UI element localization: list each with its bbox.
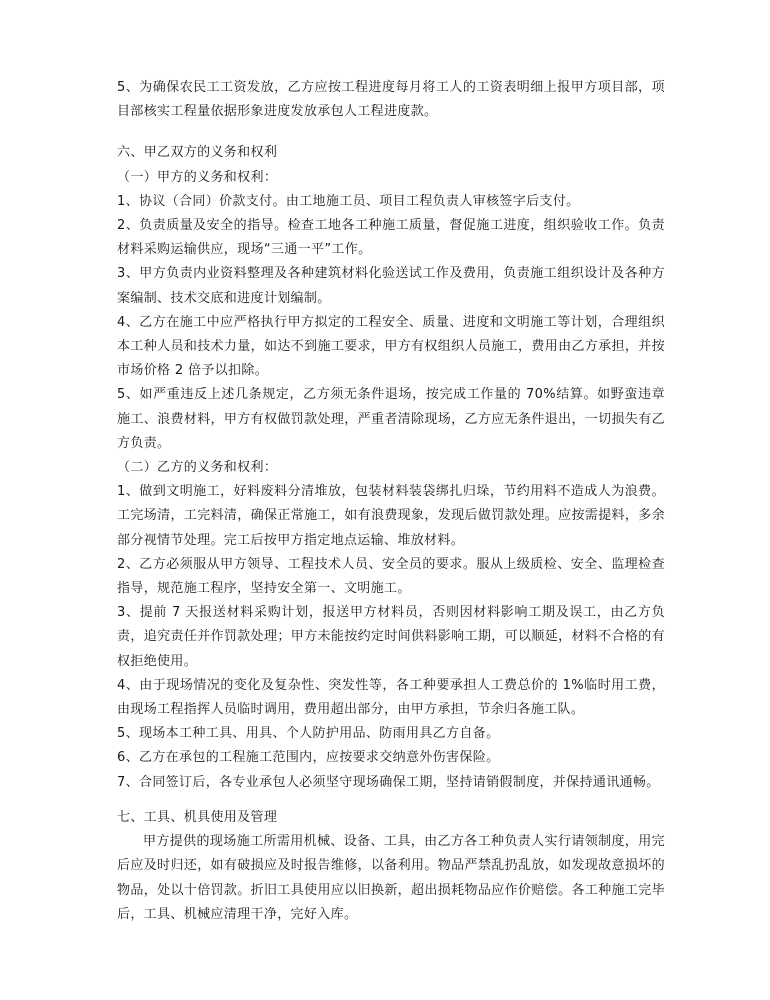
party-b-clause-4: 4、由于现场情况的变化及复杂性、突发性等，各工种要承担人工费总价的 1%临时用工费，由现场工程指挥人员临时调用，费用超出部分，由甲方承担，节余归各施工队。 xyxy=(117,677,665,718)
party-b-clause-6: 6、乙方在承包的工程施工范围内，应按要求交纳意外伤害保险。 xyxy=(117,750,500,766)
party-a-clause-3: 3、甲方负责内业资料整理及各种建筑材料化验送试工作及费用，负责施工组织设计及各种方案编制、技术交底和进度计划编制。 xyxy=(117,266,665,306)
party-a-clause-2: 2、负责质量及安全的指导。检查工地各工种施工质量，督促施工进度，组织验收工作。负责材料采购运输供应，现场“三通一平”工作。 xyxy=(117,218,665,258)
subsection-heading-party-b: （二）乙方的义务和权利： xyxy=(117,460,278,476)
section-spacer xyxy=(117,795,665,806)
section-spacer xyxy=(117,124,665,141)
paragraph-wage-payment: 5、为确保农民工工资发放，乙方应按工程进度每月将工人的工资表明细上报甲方项目部，项目部核实工程量依据形象进度发放承包人工程进度款。 xyxy=(117,80,665,120)
paragraph-tools-management: 甲方提供的现场施工所需用机械、设备、工具，由乙方各工种负责人实行请领制度，用完后应及时归还，如有破损应及时报告维修，以备利用。物品严禁乱扔乱放，如发现故意损坏的物品，处以十倍罚款。折旧工具使用应以旧换新，超出损耗物品应作价赔偿。各工种施工完毕后，工具、机械应清理干净，完好入库。 xyxy=(117,834,665,922)
party-b-clause-3: 3、提前 7 天报送材料采购计划，报送甲方材料员，否则因材料影响工期及误工，由乙方负责，追究责任并作罚款处理；甲方未能按约定时间供料影响工期，可以顺延，材料不合格的有权拒绝使用。 xyxy=(117,605,665,669)
section-heading-obligations-rights: 六、甲乙双方的义务和权利 xyxy=(117,145,278,161)
party-a-clause-4: 4、乙方在施工中应严格执行甲方拟定的工程安全、质量、进度和文明施工等计划，合理组织本工种人员和技术力量，如达不到施工要求，甲方有权组织人员施工，费用由乙方承担，并按市场价格 2 倍予以扣除。 xyxy=(117,314,665,379)
party-b-clause-1: 1、做到文明施工，好料废料分清堆放，包装材料装袋绑扎归垛，节约用料不造成人为浪费。工完场清，工完料清，确保正常施工，如有浪费现象，发现后做罚款处理。应按需提料，多余部分视情节处理。完工后按甲方指定地点运输、堆放材料。 xyxy=(117,484,665,548)
party-b-clause-5: 5、现场本工种工具、用具、个人防护用品、防雨用具乙方自备。 xyxy=(117,726,500,742)
party-a-clause-1: 1、协议（合同）价款支付。由工地施工员、项目工程负责人审核签字后支付。 xyxy=(117,193,580,209)
party-b-clause-7: 7、合同签订后，各专业承包人必须坚守现场确保工期，坚持请销假制度，并保持通讯通畅。 xyxy=(117,774,660,790)
party-a-clause-5: 5、如严重违反上述几条规定，乙方须无条件退场，按完成工作量的 70%结算。如野蛮违章施工、浪费材料，甲方有权做罚款处理，严重者清除现场，乙方应无条件退出，一切损失有乙方负责。 xyxy=(117,387,665,451)
subsection-heading-party-a: （一）甲方的义务和权利： xyxy=(117,169,278,185)
section-heading-tools-management: 七、工具、机具使用及管理 xyxy=(117,809,278,825)
document-body xyxy=(117,76,665,927)
party-b-clause-2: 2、乙方必须服从甲方领导、工程技术人员、安全员的要求。服从上级质检、安全、监理检查指导，规范施工程序，坚持安全第一、文明施工。 xyxy=(117,556,665,597)
